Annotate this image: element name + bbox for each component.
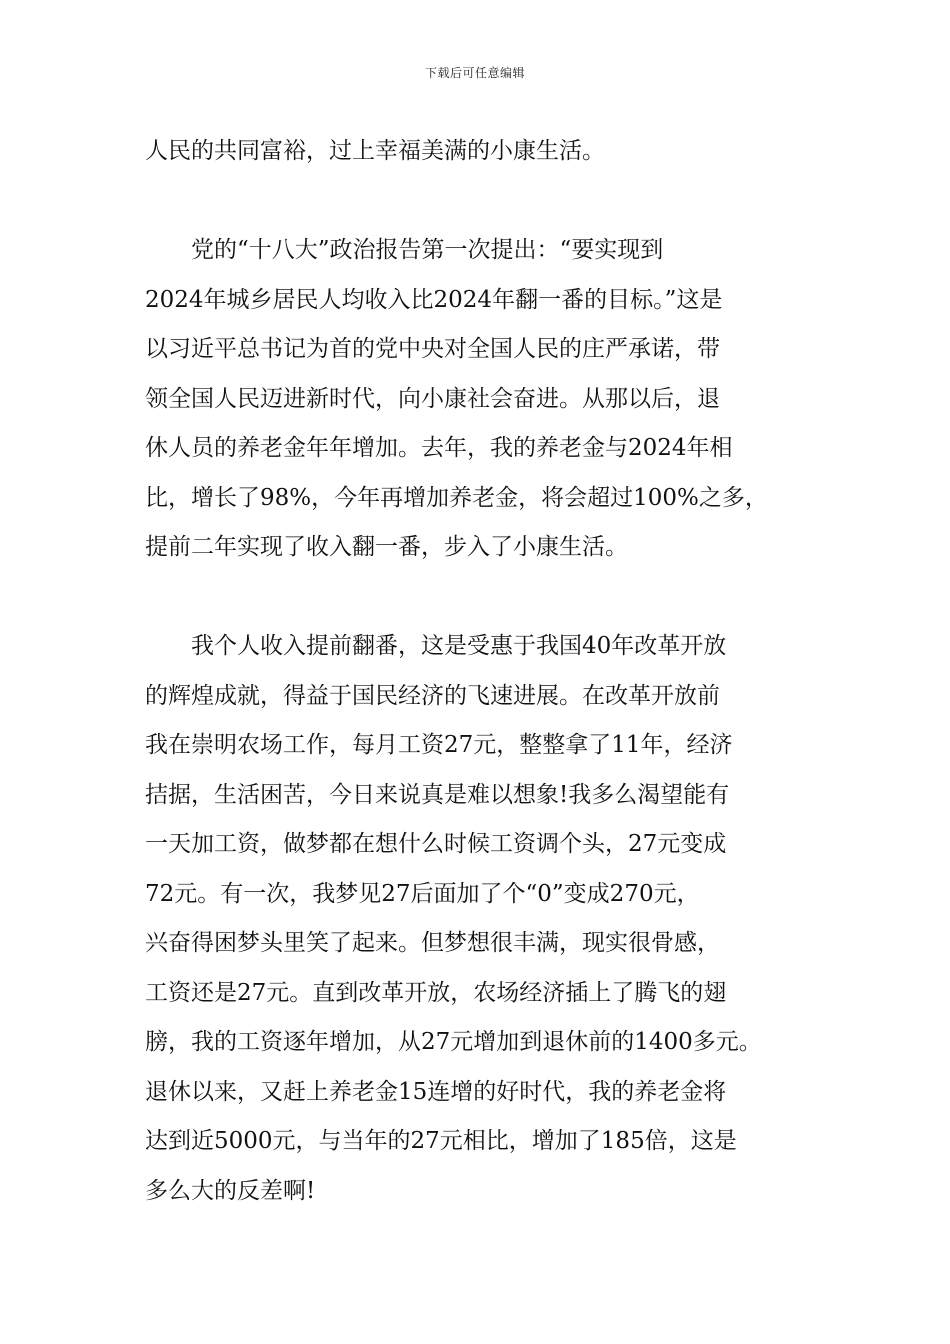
text-line: 拮据，生活困苦，今日来说真是难以想象!我多么渴望能有 (145, 781, 730, 808)
paragraph (145, 226, 815, 573)
text-line: 退休以来，又赶上养老金15连增的好时代，我的养老金将 (145, 1078, 727, 1105)
page-header: 下载后可任意编辑 (424, 66, 525, 80)
text-line: 72元。有一次，我梦见27后面加了个“0”变成270元， (145, 880, 700, 907)
text-line: 的辉煌成就，得益于国民经济的飞速进展。在改革开放前 (145, 682, 720, 709)
paragraph-gap (145, 573, 815, 623)
text-line: 膀，我的工资逐年增加，从27元增加到退休前的1400多元。 (145, 1029, 762, 1055)
text-line: 以习近平总书记为首的党中央对全国人民的庄严承诺，带 (145, 336, 720, 362)
text-line: 比，增长了98%，今年再增加养老金，将会超过100%之多， (145, 484, 768, 511)
text-line: 领全国人民迈进新时代，向小康社会奋进。从那以后，退 (145, 385, 720, 412)
text-line: 党的“十八大”政治报告第一次提出：“要实现到 (145, 237, 664, 263)
text-line: 达到近5000元，与当年的27元相比，增加了185倍，这是 (145, 1128, 737, 1154)
text-line: 我在崇明农场工作，每月工资27元，整整拿了11年，经济 (145, 732, 733, 758)
text-line: 提前二年实现了收入翻一番，步入了小康生活。 (145, 534, 628, 560)
text-line: 人民的共同富裕，过上幸福美满的小康生活。 (145, 138, 605, 164)
text-line: 工资还是27元。直到改革开放，农场经济插上了腾飞的翅 (145, 979, 727, 1006)
text-line: 一天加工资，做梦都在想什么时候工资调个头，27元变成 (145, 831, 727, 857)
text-line: 休人员的养老金年年增加。去年，我的养老金与2024年相 (145, 435, 733, 461)
text-line: 多么大的反差啊! (145, 1177, 316, 1204)
paragraph (145, 127, 815, 177)
text-line: 兴奋得困梦头里笑了起来。但梦想很丰满，现实很骨感， (145, 930, 720, 956)
body-text (145, 127, 815, 1216)
paragraph (145, 622, 815, 1216)
paragraph-gap (145, 177, 815, 227)
text-line: 2024年城乡居民人均收入比2024年翻一番的目标。”这是 (145, 286, 723, 313)
text-line: 我个人收入提前翻番，这是受惠于我国40年改革开放 (145, 633, 727, 659)
